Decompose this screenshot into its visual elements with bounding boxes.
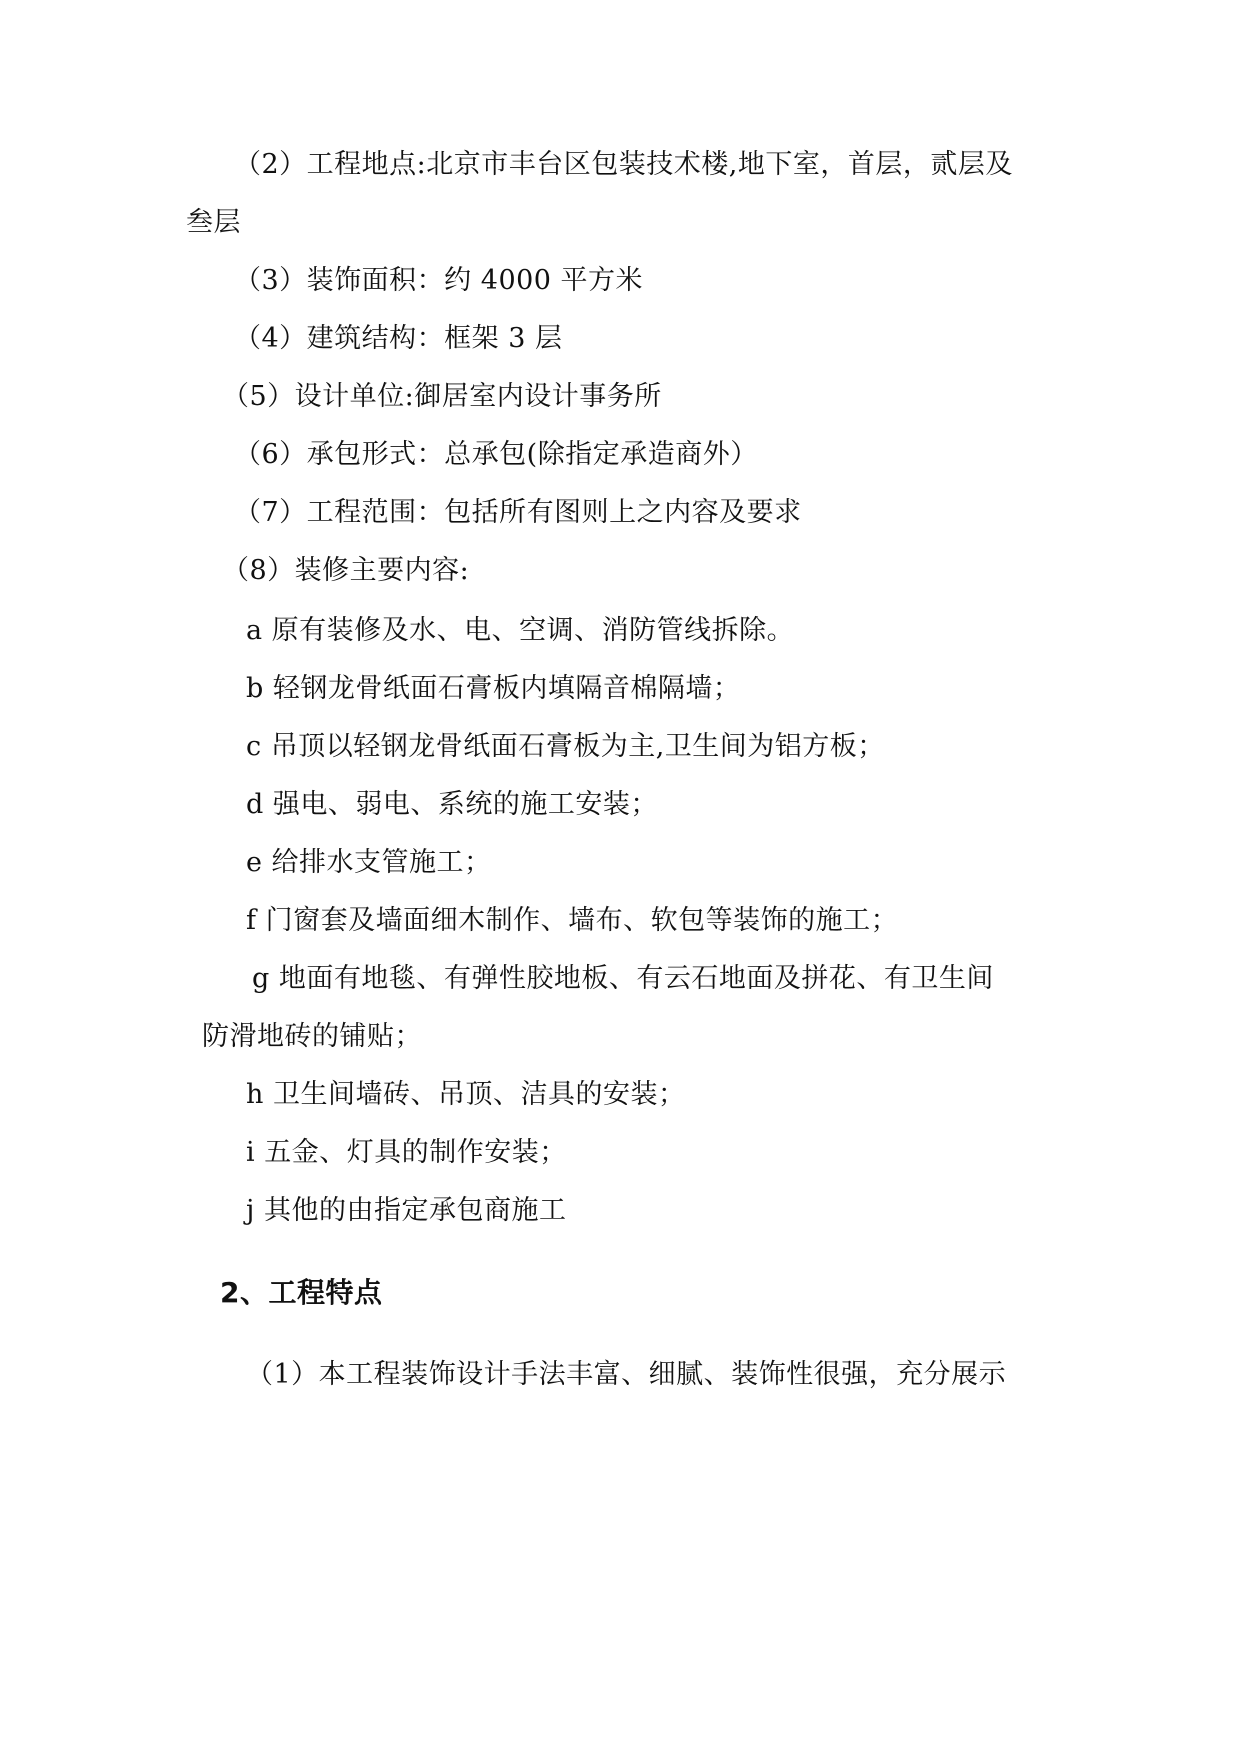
list-item-c: c 吊顶以轻钢龙骨纸面石膏板为主,卫生间为铝方板； bbox=[246, 731, 885, 762]
list-item-h: h 卫生间墙砖、吊顶、洁具的安装； bbox=[246, 1079, 686, 1110]
list-item-e: e 给排水支管施工； bbox=[246, 847, 492, 878]
list-item-a: a 原有装修及水、电、空调、消防管线拆除。 bbox=[246, 615, 795, 646]
design-unit-line: （5）设计单位:御居室内设计事务所 bbox=[222, 381, 662, 412]
main-content-heading: （8）装修主要内容: bbox=[222, 555, 470, 586]
building-structure-line: （4）建筑结构：框架 3 层 bbox=[234, 323, 563, 354]
list-item-i: i 五金、灯具的制作安装； bbox=[246, 1137, 567, 1168]
features-line-1: （1）本工程装饰设计手法丰富、细腻、装饰性很强，充分展示 bbox=[246, 1359, 1007, 1390]
list-item-f: f 门窗套及墙面细木制作、墙布、软包等装饰的施工； bbox=[246, 905, 899, 936]
contract-form-line: （6）承包形式：总承包(除指定承造商外） bbox=[234, 439, 758, 470]
project-scope-line: （7）工程范围：包括所有图则上之内容及要求 bbox=[234, 497, 802, 528]
list-item-b: b 轻钢龙骨纸面石膏板内填隔音棉隔墙； bbox=[246, 673, 741, 704]
list-item-j: j 其他的由指定承包商施工 bbox=[246, 1195, 567, 1226]
list-item-g-continuation: 防滑地砖的铺贴； bbox=[202, 1021, 422, 1052]
project-location-continuation: 叁层 bbox=[186, 207, 241, 238]
project-location-line: （2）工程地点:北京市丰台区包装技术楼,地下室，首层，贰层及 bbox=[234, 149, 1013, 180]
decoration-area-line: （3）装饰面积：约 4000 平方米 bbox=[234, 265, 644, 296]
list-item-d: d 强电、弱电、系统的施工安装； bbox=[246, 789, 658, 820]
list-item-g: g 地面有地毯、有弹性胶地板、有云石地面及拼花、有卫生间 bbox=[252, 963, 994, 994]
section-heading: 2、工程特点 bbox=[220, 1276, 383, 1309]
